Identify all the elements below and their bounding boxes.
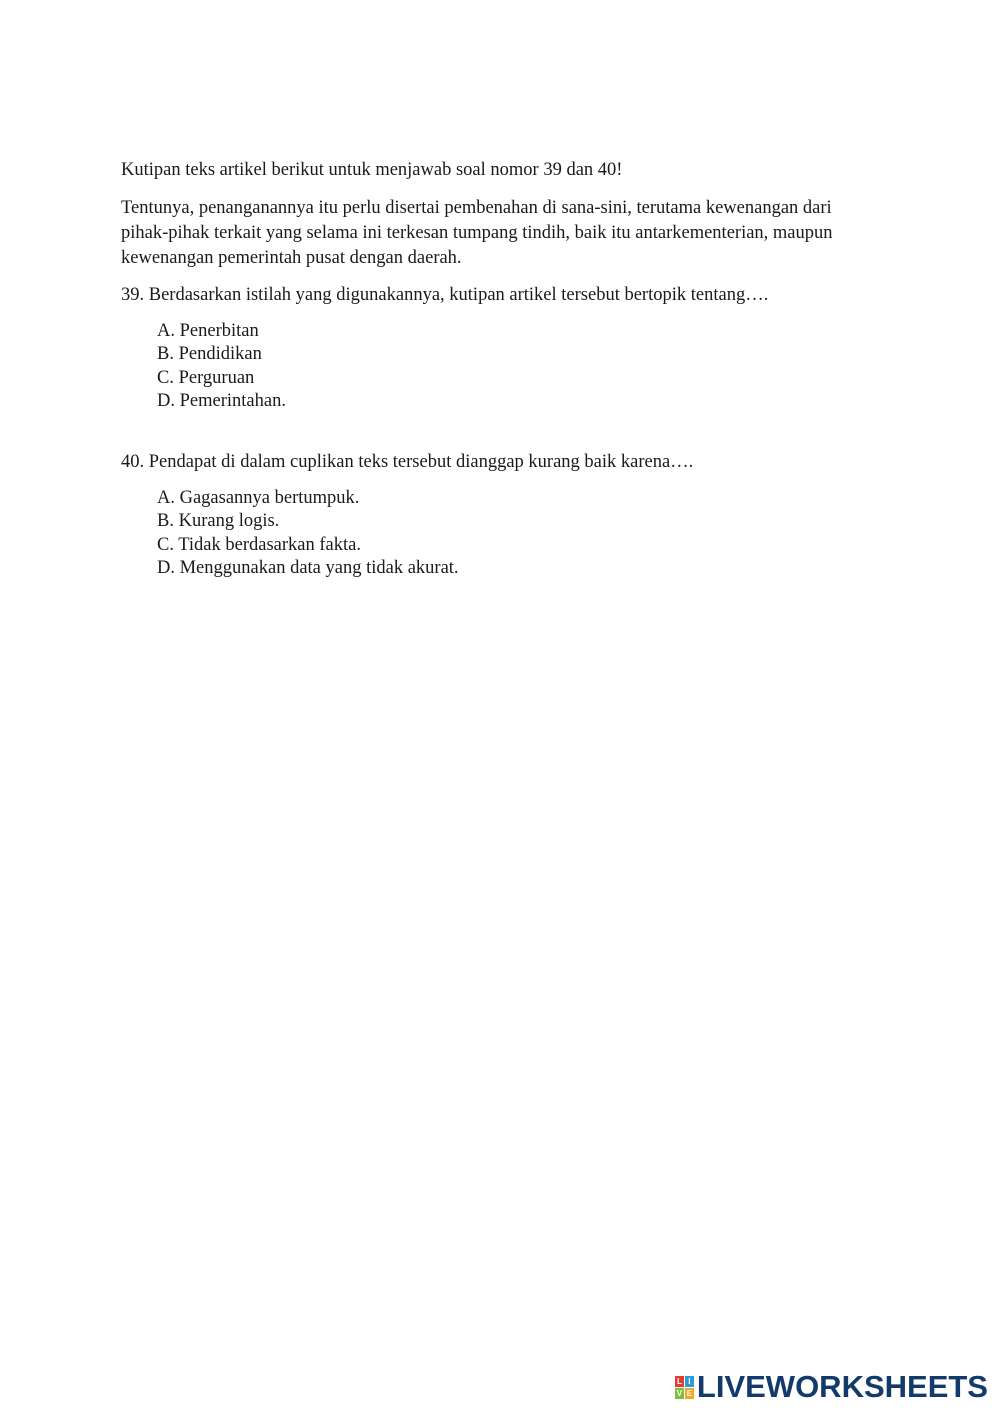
instruction-text: Kutipan teks artikel berikut untuk menjawab soal nomor 39 dan 40! — [121, 160, 623, 180]
logo-mark-tile: V — [676, 1388, 683, 1398]
answer-option: C. Tidak berdasarkan fakta. — [157, 534, 361, 555]
answer-options — [121, 320, 881, 413]
logo-mark-tile: I — [685, 1376, 694, 1387]
liveworksheets-logo — [675, 1369, 988, 1405]
answer-option: B. Kurang logis. — [157, 511, 280, 532]
answer-option: A. Penerbitan — [157, 321, 259, 341]
logo-mark-tile: L — [675, 1376, 684, 1387]
question-40 — [121, 450, 881, 580]
worksheet-page — [121, 158, 881, 580]
question-text: 39. Berdasarkan istilah yang digunakannya, kutipan artikel tersebut bertopik tentang…. — [121, 285, 769, 305]
article-excerpt: Tentunya, penanganannya itu perlu disertai pembenahan di sana-sini, terutama kewenangan dari pihak-pihak terkait yang selama ini terkesan tumpang tindih, baik itu antarkementerian, maupun kewenangan pemerintah pusat dengan daerah. — [121, 198, 833, 268]
answer-option: B. Pendidikan — [157, 344, 262, 365]
logo-text: LIVEWORKSHEETS — [696, 1369, 988, 1404]
answer-option: D. Pemerintahan. — [157, 390, 286, 411]
answer-options — [121, 487, 881, 580]
answer-option: A. Gagasannya bertumpuk. — [157, 488, 360, 509]
question-39 — [121, 283, 881, 413]
logo-mark-icon — [675, 1376, 694, 1399]
logo-mark-tile: E — [686, 1388, 693, 1398]
answer-option: D. Menggunakan data yang tidak akurat. — [157, 558, 459, 579]
question-text: 40. Pendapat di dalam cuplikan teks tersebut dianggap kurang baik karena…. — [121, 452, 694, 473]
answer-option: C. Perguruan — [157, 367, 255, 388]
spacer — [121, 413, 881, 450]
